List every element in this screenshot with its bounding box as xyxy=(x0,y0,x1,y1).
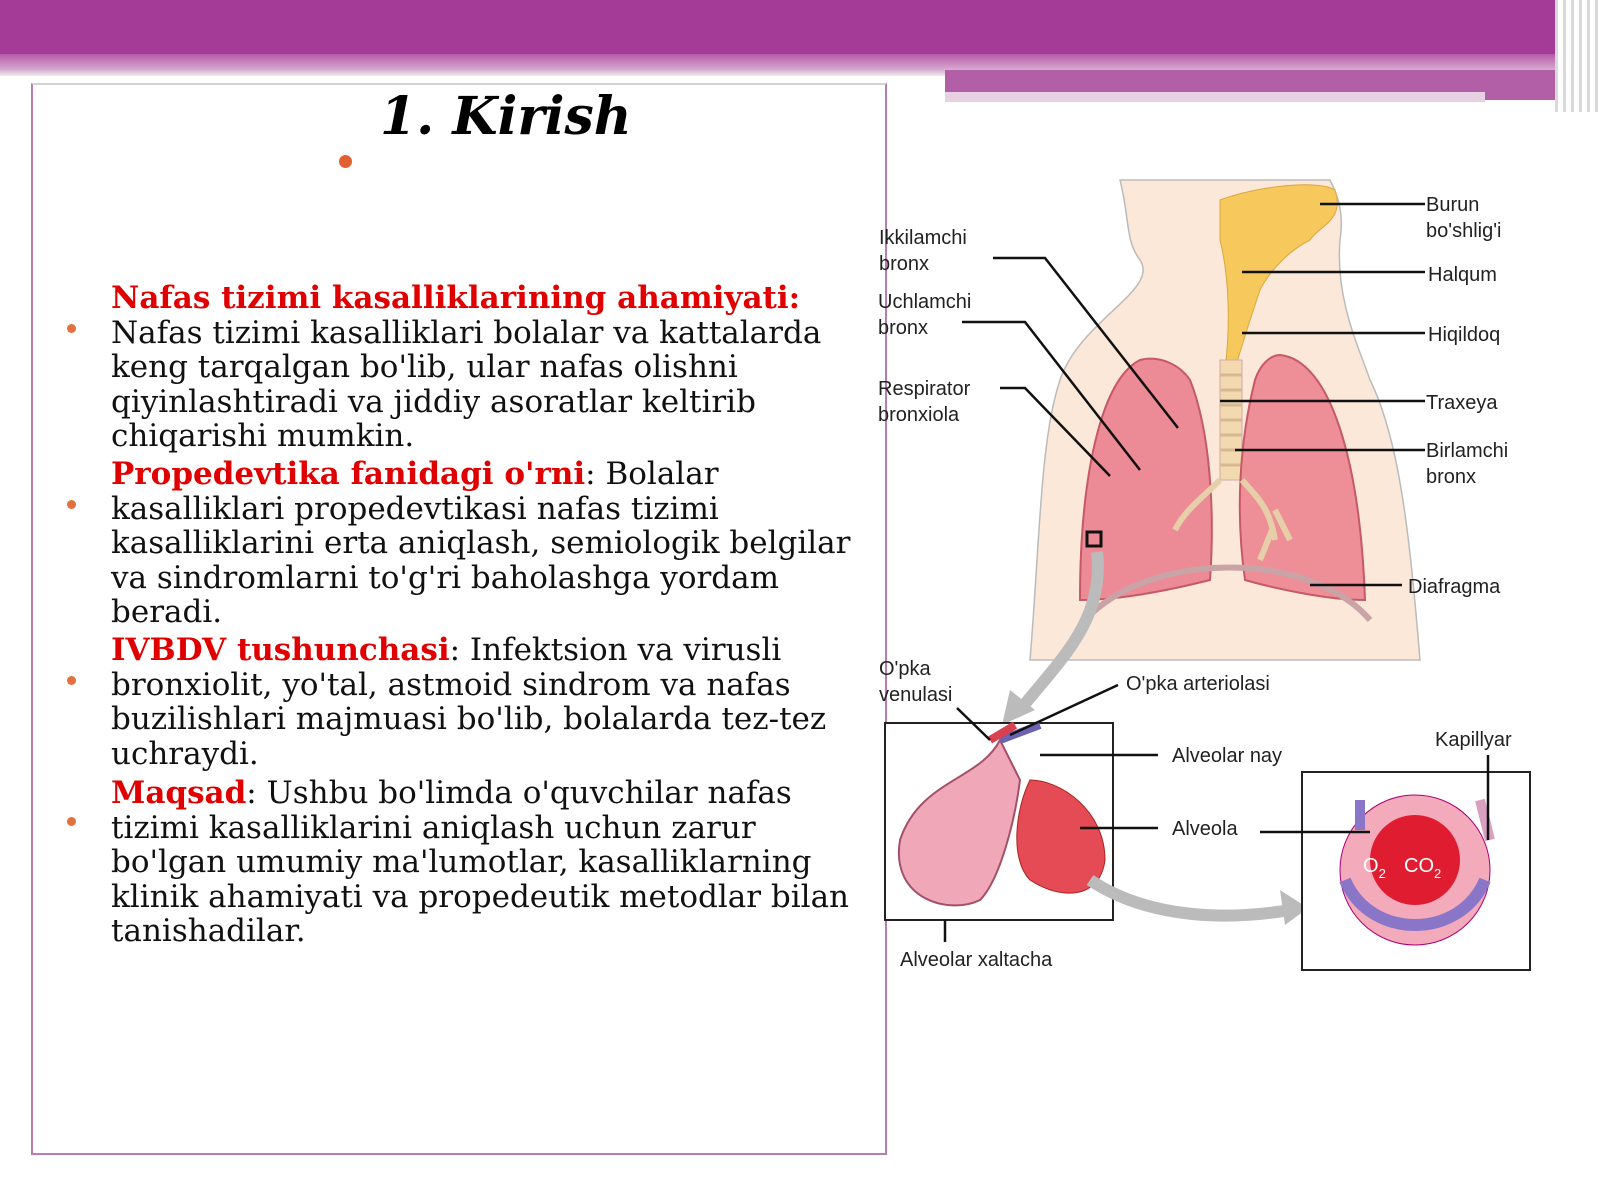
label-uchlamchi: Uchlamchi xyxy=(878,291,972,313)
label-venula: O'pka xyxy=(879,658,931,680)
top-banner-right-highlight xyxy=(945,92,1485,102)
label-alveolar-xaltacha: Alveolar xaltacha xyxy=(900,949,1053,971)
label-burun-2: bo'shlig'i xyxy=(1426,220,1502,242)
label-halqum: Halqum xyxy=(1428,264,1497,286)
decorative-edge-lines xyxy=(1555,0,1600,112)
label-traxeya: Traxeya xyxy=(1426,392,1498,414)
label-birlamchi: Birlamchi xyxy=(1426,440,1509,462)
label-birlamchi-2: bronx xyxy=(1426,466,1477,488)
label-alveola: Alveola xyxy=(1172,818,1238,840)
top-banner xyxy=(0,0,1570,54)
label-hiqildoq: Hiqildoq xyxy=(1428,324,1501,346)
respiratory-system-figure xyxy=(878,180,1560,1010)
section-lead: Nafas tizimi kasalliklarining ahamiyati: xyxy=(111,280,801,316)
section-lead: Propedevtika fanidagi o'rni xyxy=(111,456,586,492)
label-alveolar-nay: Alveolar nay xyxy=(1172,745,1283,767)
label-burun: Burun xyxy=(1426,194,1480,216)
label-ikkilamchi: Ikkilamchi xyxy=(879,227,967,249)
section-text: : Infektsion va virusli bronxiolit, yo'tal, astmoid sindrom va nafas buzilishlari majmuasi bo'lib, bolalarda tez-tez uchraydi. xyxy=(111,632,827,772)
label-kapillyar: Kapillyar xyxy=(1435,729,1512,751)
bullet-dot xyxy=(67,500,76,509)
slide-title: 1. Kirish xyxy=(380,86,632,147)
section-lead: Maqsad xyxy=(111,775,247,811)
label-respirator: Respirator xyxy=(878,378,971,400)
bullet-dot xyxy=(67,676,76,685)
section-text: Nafas tizimi kasalliklari bolalar va kattalarda keng tarqalgan bo'lib, ular nafas olishni qiyinlashtiradi va jiddiy asoratlar keltirib chiqarishi mumkin. xyxy=(111,314,822,454)
section-lead: IVBDV tushunchasi xyxy=(111,632,450,668)
label-ikkilamchi-2: bronx xyxy=(879,253,930,275)
label-uchlamchi-2: bronx xyxy=(878,317,929,339)
bullet-dot xyxy=(67,324,76,333)
label-diafragma: Diafragma xyxy=(1408,576,1501,598)
section-text: : Bolalar kasalliklari propedevtikasi nafas tizimi kasalliklarini erta aniqlash, semiologik belgilar va sindromlarni to'g'ri baholashga yordam beradi. xyxy=(111,456,851,630)
section-maqsad xyxy=(111,776,871,949)
capillary-arrow xyxy=(1090,880,1290,916)
section-ahamiyati xyxy=(111,281,871,454)
label-arteriola: O'pka arteriolasi xyxy=(1126,673,1270,695)
label-co2: $CO_2$ xyxy=(1404,855,1442,881)
section-text: : Ushbu bo'limda o'quvchilar nafas tizimi kasalliklarini aniqlash uchun zarur bo'lgan umumiy ma'lumotlar, kasalliklarning klinik ahamiyati va propedeutik metodlar bilan tanishadilar. xyxy=(111,775,850,949)
section-ivbdv xyxy=(111,633,871,771)
label-o2: $O_2$ xyxy=(1363,855,1386,881)
title-bullet-dot xyxy=(339,155,352,168)
bullet-dot xyxy=(67,817,76,826)
label-venula-2: venulasi xyxy=(879,684,953,706)
label-respirator-2: bronxiola xyxy=(878,404,960,426)
section-propedevtika xyxy=(111,457,871,630)
